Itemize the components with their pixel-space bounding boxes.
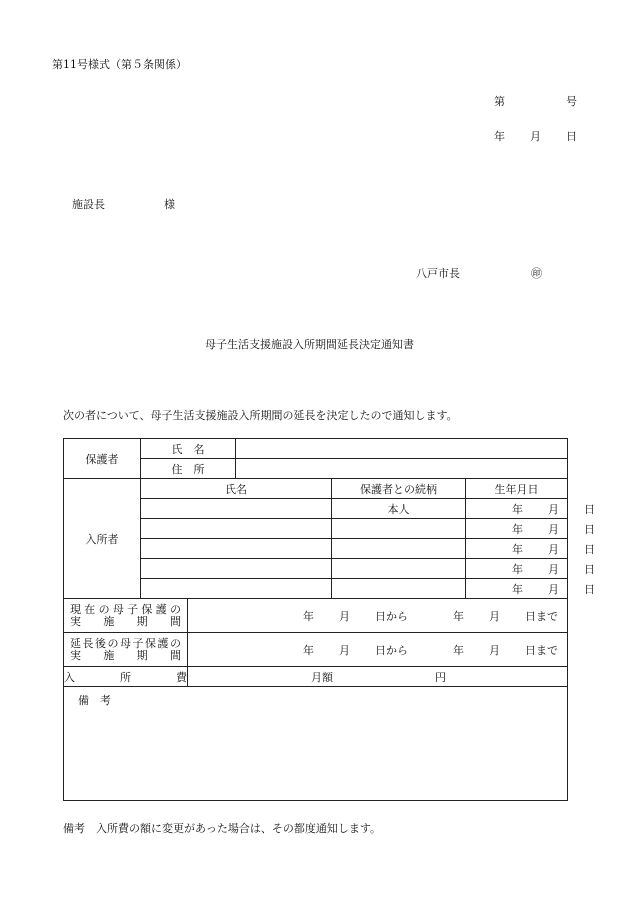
doc-number-suffix: 号 bbox=[566, 95, 577, 108]
birth-year-label: 年 bbox=[512, 582, 523, 596]
form-number: 第11号様式（第５条関係） bbox=[52, 58, 187, 71]
resident-relation-field[interactable] bbox=[332, 579, 466, 599]
addressee-honorific: 様 bbox=[164, 198, 175, 211]
resident-name-field[interactable] bbox=[141, 519, 332, 539]
extended-period-label: 延長後の母子保護の 実施期間 bbox=[64, 633, 188, 667]
remarks-label: 備 考 bbox=[78, 694, 111, 707]
guardian-name-label: 氏 名 bbox=[141, 439, 236, 459]
birth-year-label: 年 bbox=[512, 562, 523, 576]
sender-name: 八戸市長 bbox=[416, 267, 460, 280]
remarks-cell[interactable] bbox=[64, 687, 568, 801]
resident-name-field[interactable] bbox=[141, 499, 332, 519]
addressee-title: 施設長 bbox=[72, 198, 105, 211]
col-header-birthdate: 生年月日 bbox=[466, 479, 568, 499]
guardian-name-field[interactable] bbox=[236, 439, 568, 459]
document-title: 母子生活支援施設入所期間延長決定通知書 bbox=[205, 338, 414, 351]
birth-day-label: 日 bbox=[584, 582, 595, 596]
birth-month-label: 月 bbox=[548, 582, 559, 596]
birth-year-label: 年 bbox=[512, 502, 523, 516]
guardian-address-field[interactable] bbox=[236, 459, 568, 479]
birth-month-label: 月 bbox=[548, 562, 559, 576]
resident-label: 入所者 bbox=[64, 479, 141, 599]
current-period-label: 現在の母子保護の 実施期間 bbox=[64, 599, 188, 633]
resident-relation-field[interactable]: 本人 bbox=[332, 499, 466, 519]
resident-birthdate-field[interactable] bbox=[466, 539, 595, 559]
current-period-field[interactable]: 年 月 日から 年 月 日まで bbox=[188, 599, 568, 633]
fee-monthly-label: 月額 bbox=[311, 670, 333, 684]
birth-year-label: 年 bbox=[512, 522, 523, 536]
col-header-relation: 保護者との続柄 bbox=[332, 479, 466, 499]
doc-number-prefix: 第 bbox=[494, 95, 505, 108]
resident-relation-field[interactable] bbox=[332, 559, 466, 579]
resident-birthdate-field[interactable] bbox=[466, 579, 595, 599]
birth-day-label: 日 bbox=[584, 542, 595, 556]
date-day: 日 bbox=[566, 130, 577, 143]
resident-name-field[interactable] bbox=[141, 579, 332, 599]
fee-yen-label: 円 bbox=[435, 670, 446, 684]
intro-text: 次の者について、母子生活支援施設入所期間の延長を決定したので通知します。 bbox=[63, 409, 458, 422]
resident-birthdate-field[interactable] bbox=[466, 499, 595, 519]
seal-mark: ㊞ bbox=[531, 267, 542, 280]
birth-month-label: 月 bbox=[548, 522, 559, 536]
guardian-label: 保護者 bbox=[64, 439, 141, 479]
date-year: 年 bbox=[494, 130, 505, 143]
resident-relation-field[interactable] bbox=[332, 519, 466, 539]
resident-name-field[interactable] bbox=[141, 539, 332, 559]
footer-note: 備考 入所費の額に変更があった場合は、その都度通知します。 bbox=[63, 822, 382, 835]
resident-relation-field[interactable] bbox=[332, 539, 466, 559]
birth-day-label: 日 bbox=[584, 502, 595, 516]
fee-label: 入所費 bbox=[64, 667, 188, 687]
date-month: 月 bbox=[530, 130, 541, 143]
resident-name-field[interactable] bbox=[141, 559, 332, 579]
resident-birthdate-field[interactable] bbox=[466, 519, 595, 539]
birth-year-label: 年 bbox=[512, 542, 523, 556]
resident-birthdate-field[interactable] bbox=[466, 559, 595, 579]
birth-day-label: 日 bbox=[584, 522, 595, 536]
birth-day-label: 日 bbox=[584, 562, 595, 576]
birth-month-label: 月 bbox=[548, 542, 559, 556]
birth-month-label: 月 bbox=[548, 502, 559, 516]
extended-period-field[interactable]: 年 月 日から 年 月 日まで bbox=[188, 633, 568, 667]
col-header-name: 氏名 bbox=[141, 479, 332, 499]
guardian-address-label: 住 所 bbox=[141, 459, 236, 479]
fee-field[interactable] bbox=[188, 667, 568, 687]
notice-table bbox=[63, 438, 595, 801]
